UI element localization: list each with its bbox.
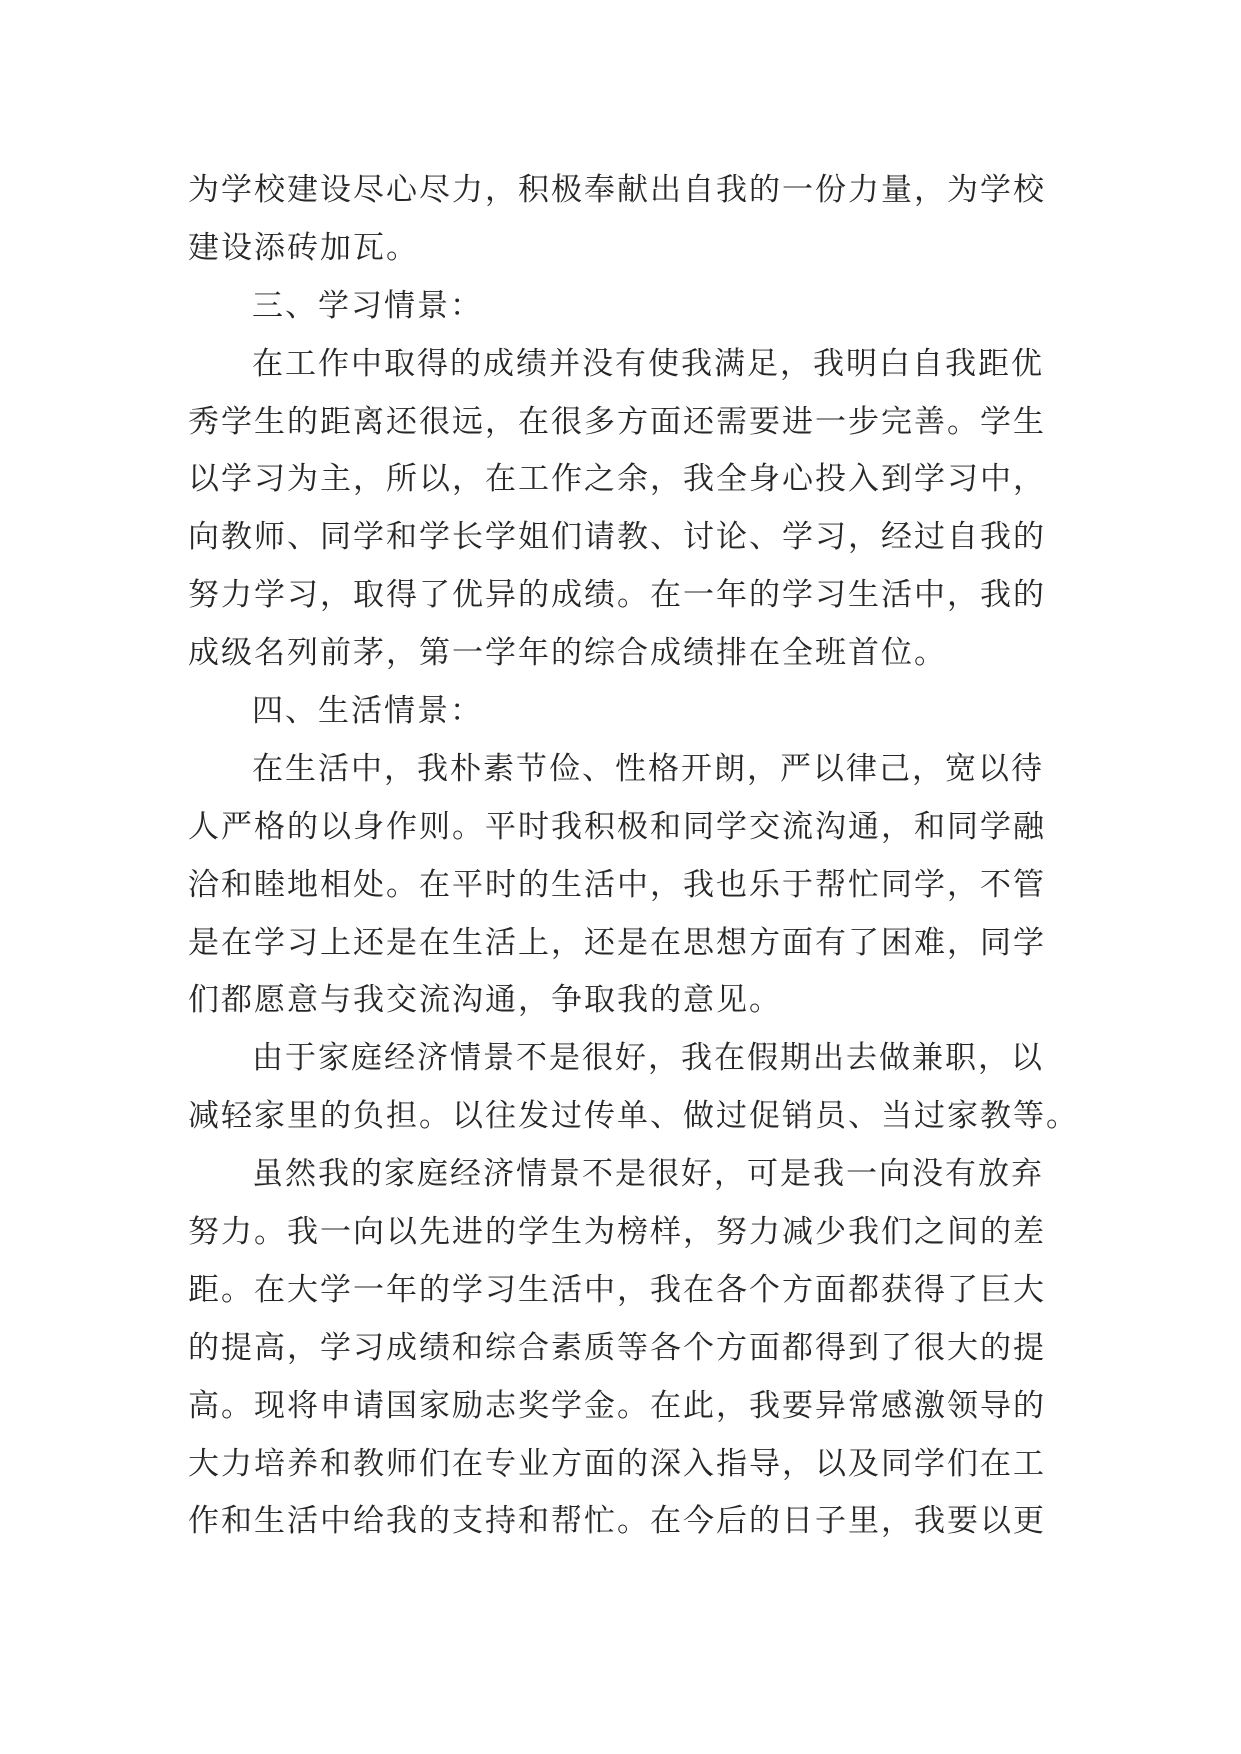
text-line: 高。现将申请国家励志奖学金。在此，我要异常感激领导的 [188,1387,1046,1424]
text-line: 成级名列前茅，第一学年的综合成绩排在全班首位。 [188,635,947,672]
text-line: 人严格的以身作则。平时我积极和同学交流沟通，和同学融 [188,808,1046,845]
text-line: 虽然我的家庭经济情景不是很好，可是我一向没有放弃 [252,1156,1044,1193]
text-line: 建设添砖加瓦。 [188,229,419,266]
document-body [188,162,1079,1551]
section-heading: 四、生活情景： [252,693,483,730]
text-line: 洽和睦地相处。在平时的生活中，我也乐于帮忙同学，不管 [188,866,1046,903]
text-line: 为学校建设尽心尽力，积极奉献出自我的一份力量，为学校 [188,172,1046,208]
text-line: 努力学习，取得了优异的成绩。在一年的学习生活中，我的 [188,577,1046,614]
text-line: 作和生活中给我的支持和帮忙。在今后的日子里，我要以更 [188,1503,1046,1540]
text-line: 在工作中取得的成绩并没有使我满足，我明白自我距优 [252,345,1044,382]
text-line: 秀学生的距离还很远，在很多方面还需要进一步完善。学生 [188,403,1046,440]
section-heading: 三、学习情景： [252,287,483,324]
text-line: 减轻家里的负担。以往发过传单、做过促销员、当过家教等。 [188,1098,1079,1135]
text-line: 以学习为主，所以，在工作之余，我全身心投入到学习中， [188,461,1046,498]
text-line: 距。在大学一年的学习生活中，我在各个方面都获得了巨大 [188,1271,1046,1308]
text-line: 是在学习上还是在生活上，还是在思想方面有了困难，同学 [188,924,1046,961]
text-line: 由于家庭经济情景不是很好，我在假期出去做兼职，以 [252,1040,1044,1077]
text-line: 向教师、同学和学长学姐们请教、讨论、学习，经过自我的 [188,519,1046,556]
text-line: 们都愿意与我交流沟通，争取我的意见。 [188,982,782,1019]
text-line: 大力培养和教师们在专业方面的深入指导，以及同学们在工 [188,1445,1046,1482]
text-line: 的提高，学习成绩和综合素质等各个方面都得到了很大的提 [188,1329,1046,1366]
text-line: 努力。我一向以先进的学生为榜样，努力减少我们之间的差 [188,1214,1046,1251]
text-line: 在生活中，我朴素节俭、性格开朗，严以律己，宽以待 [252,750,1044,787]
